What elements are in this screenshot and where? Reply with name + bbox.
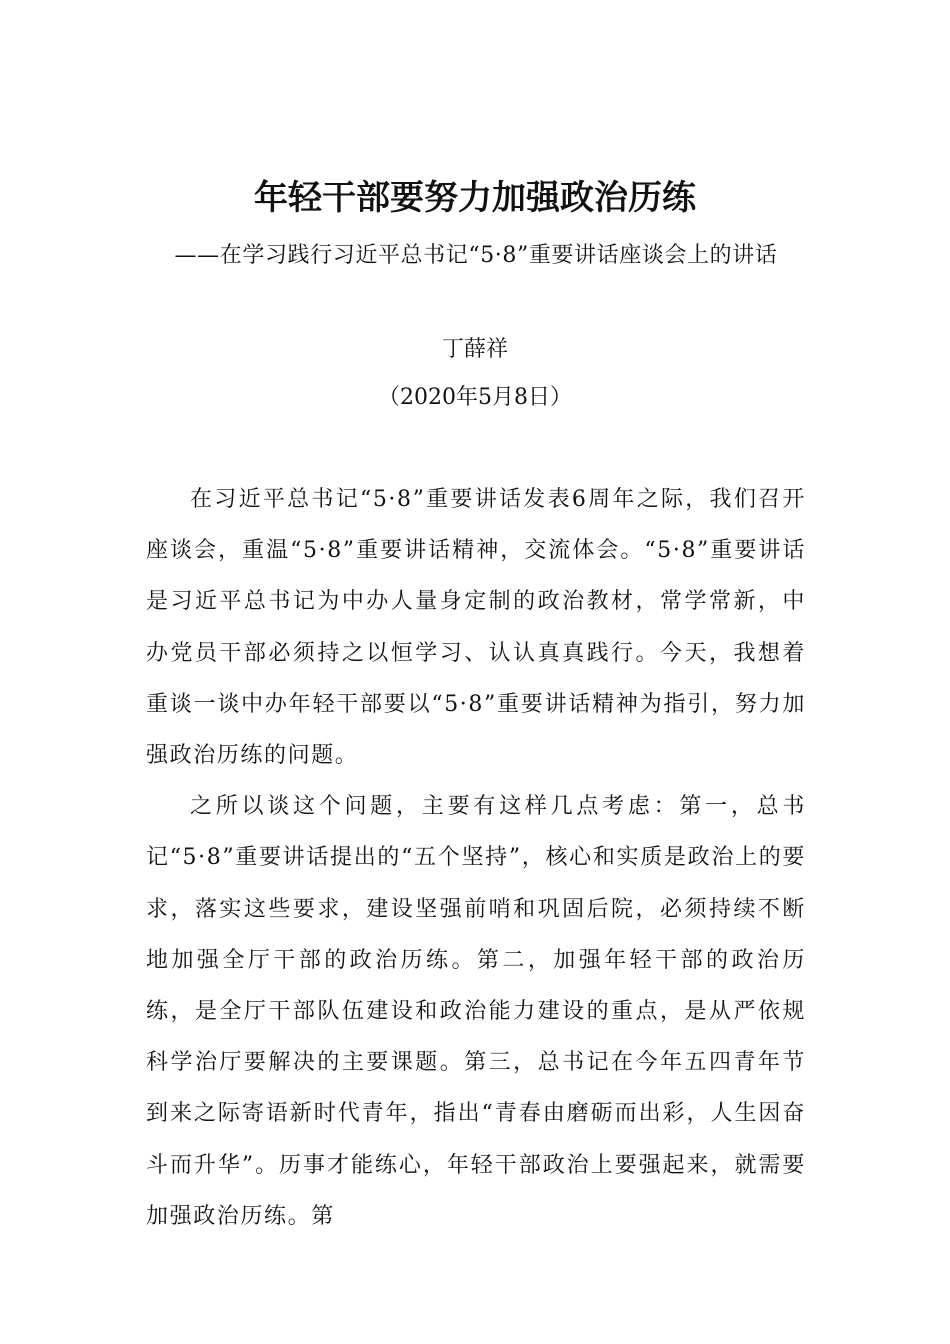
document-subtitle: ——在学习践行习近平总书记“5·8”重要讲话座谈会上的讲话	[174, 243, 778, 268]
document-body	[146, 474, 806, 1242]
document-date: （2020年5月8日）	[378, 385, 572, 410]
body-paragraph: 在习近平总书记“5·8”重要讲话发表6周年之际，我们召开座谈会，重温“5·8”重要讲话精神，交流体会。“5·8”重要讲话是习近平总书记为中办人量身定制的政治教材，常学常新，中办党员干部必须持之以恒学习、认认真真践行。今天，我想着重谈一谈中办年轻干部要以“5·8”重要讲话精神为指引，努力加强政治历练的问题。	[146, 487, 806, 769]
body-paragraph: 之所以谈这个问题，主要有这样几点考虑：第一，总书记“5·8”重要讲话提出的“五个坚持”，核心和实质是政治上的要求，落实这些要求，建设坚强前哨和巩固后院，必须持续不断地加强全厅干部的政治历练。第二，加强年轻干部的政治历练，是全厅干部队伍建设和政治能力建设的重点，是从严依规科学治厅要解决的主要课题。第三，总书记在今年五四青年节到来之际寄语新时代青年，指出“青春由磨砺而出彩，人生因奋斗而升华”。历事才能练心，年轻干部政治上要强起来，就需要加强政治历练。第	[146, 794, 806, 1229]
document-title: 年轻干部要努力加强政治历练	[254, 178, 696, 218]
document-author: 丁薛祥	[441, 337, 508, 362]
